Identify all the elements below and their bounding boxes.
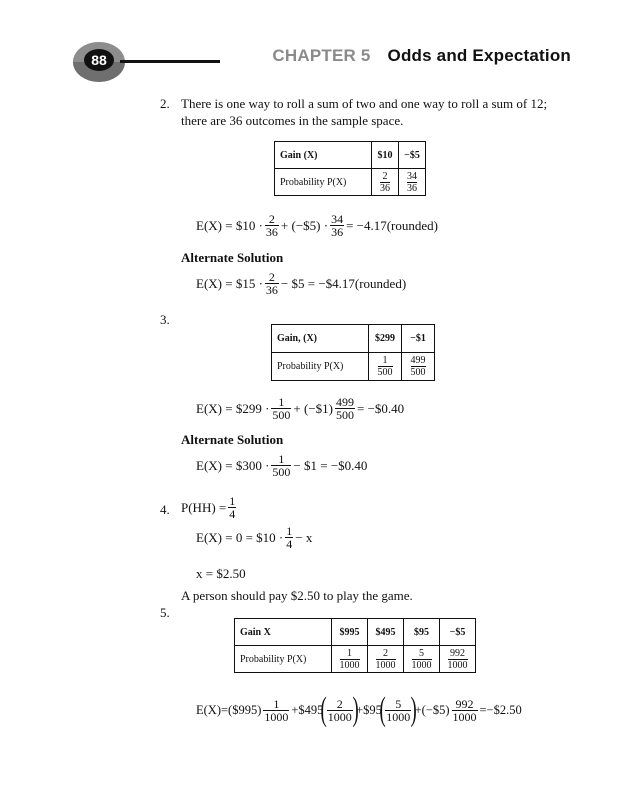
problem-3-equation-2: E(X) = $300 · $\frac{1}{500}$ − $1 = −$0.40: [196, 452, 368, 479]
page-number-badge: [72, 40, 126, 84]
table-header-value: −$5: [399, 142, 426, 169]
chapter-heading: [272, 46, 571, 66]
problem-4-equation-1: P(HH) = $\frac{1}{4}$: [181, 494, 236, 521]
table-header-value: −$5: [440, 619, 476, 646]
table-header-value: $95: [404, 619, 440, 646]
problem-3-number: 3.: [160, 312, 170, 327]
problem-2-line2: there are 36 outcomes in the sample space.: [181, 113, 404, 128]
chapter-title: Odds and Expectation: [387, 46, 571, 65]
table-header-gain: Gain, (X): [272, 325, 369, 353]
problem-3-table: [271, 324, 435, 381]
table-cell: $\frac{34}{36}$: [399, 169, 426, 196]
table-cell: $\frac{5}{1000}$: [404, 646, 440, 673]
problem-2-line1: There is one way to roll a sum of two and one way to roll a sum of 12;: [181, 96, 548, 111]
problem-4-conclusion: A person should pay $2.50 to play the game.: [181, 588, 413, 603]
table-header-gain: Gain X: [235, 619, 332, 646]
table-cell: $\frac{992}{1000}$: [440, 646, 476, 673]
problem-5-number: 5.: [160, 605, 170, 620]
table-cell: $\frac{2}{1000}$: [368, 646, 404, 673]
table-header-value: $495: [368, 619, 404, 646]
alternate-solution-heading: Alternate Solution: [181, 250, 284, 265]
table-cell: $\frac{2}{36}$: [372, 169, 399, 196]
header-rule: [120, 60, 220, 63]
table-row-label: Probability P(X): [275, 169, 372, 196]
problem-5-table: [234, 618, 476, 673]
page-number: 88: [91, 52, 107, 68]
problem-2-number: 2.: [160, 96, 170, 111]
problem-2-table: [274, 141, 426, 196]
table-header-value: $299: [369, 325, 402, 353]
problem-3-equation-1: E(X) = $299 · $\frac{1}{500}$ + (−$1) $\frac{499}{500}$ = −$0.40: [196, 395, 405, 422]
problem-4-equation-3: x = $2.50: [196, 566, 246, 581]
problem-4-number: 4.: [160, 502, 170, 517]
problem-4-equation-2: E(X) = 0 = $10 · $\frac{1}{4}$ − x: [196, 524, 313, 551]
table-cell: $\frac{499}{500}$: [402, 353, 435, 381]
table-row-label: Probability P(X): [235, 646, 332, 673]
alternate-solution-heading: Alternate Solution: [181, 432, 284, 447]
problem-2-equation-1: E(X) = $10 · $\frac{2}{36}$ + (−$5) · $\frac{34}{36}$ = −4.17(rounded): [196, 212, 438, 239]
table-header-value: −$1: [402, 325, 435, 353]
problem-5-equation: E(X)=($995) $\frac{1}{1000}$ +$495 ( $\frac{2}{1000}$ ) +$95 ( $\frac{5}{1000}$ ) +(−$5) $\frac{992}{1000}$ =−$2.50: [196, 691, 522, 728]
table-cell: $\frac{1}{1000}$: [332, 646, 368, 673]
chapter-label: CHAPTER 5: [272, 46, 371, 65]
table-header-value: $10: [372, 142, 399, 169]
table-header-value: $995: [332, 619, 368, 646]
problem-2-equation-2: E(X) = $15 · $\frac{2}{36}$ − $5 = −$4.17(rounded): [196, 270, 407, 297]
table-row-label: Probability P(X): [272, 353, 369, 381]
table-header-gain: Gain (X): [275, 142, 372, 169]
table-cell: $\frac{1}{500}$: [369, 353, 402, 381]
